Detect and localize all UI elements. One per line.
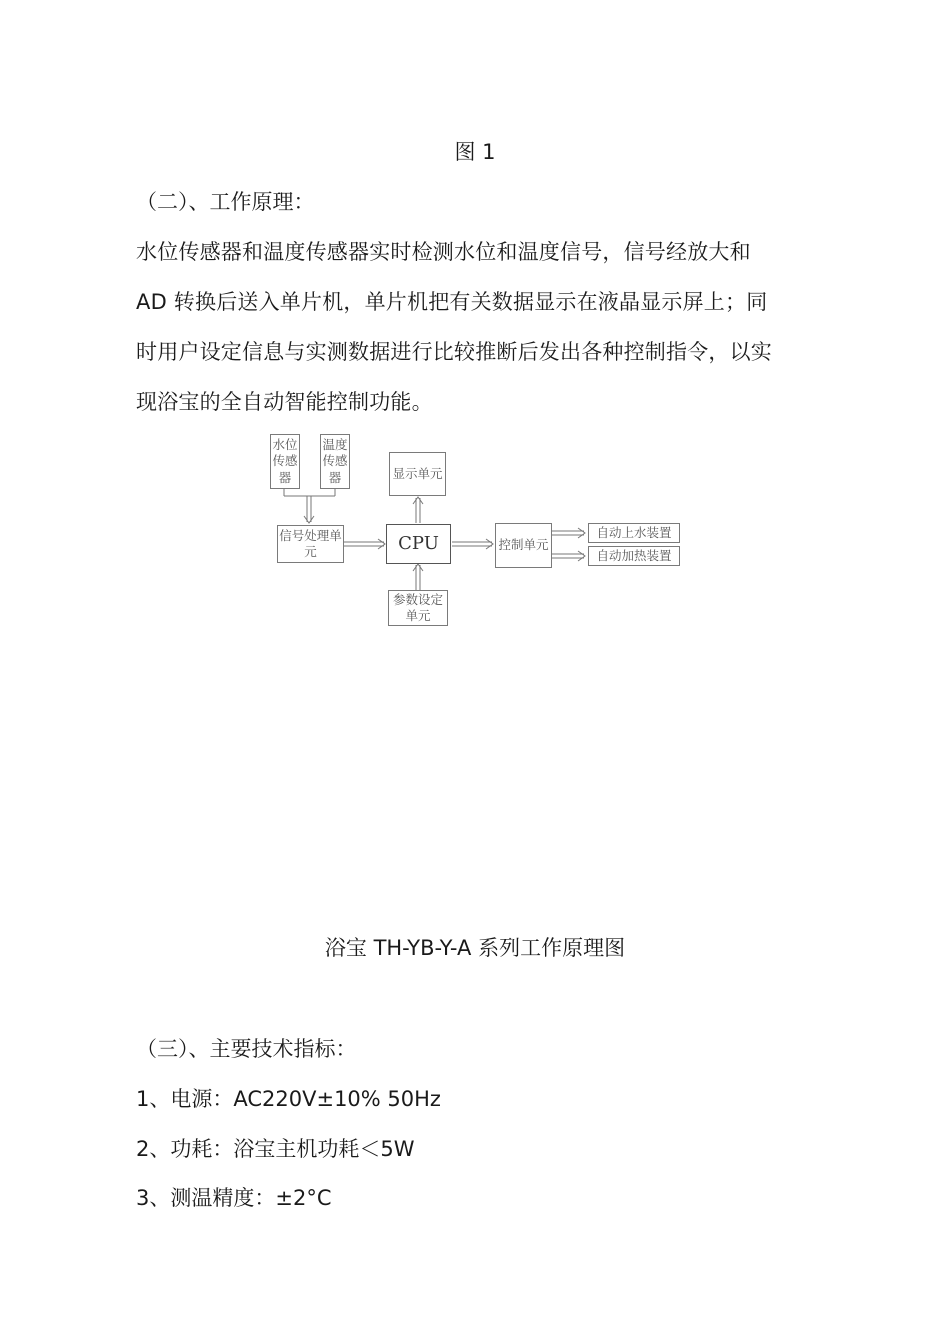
water-level-sensor-box: 水位传感器 — [270, 434, 300, 489]
paragraph-line: 现浴宝的全自动智能控制功能。 — [136, 390, 433, 414]
cpu-box: CPU — [386, 524, 451, 564]
paragraph-line: 水位传感器和温度传感器实时检测水位和温度信号，信号经放大和 — [136, 240, 751, 264]
figure-caption: 图 1 — [454, 140, 496, 164]
control-unit-box: 控制单元 — [495, 523, 552, 568]
spec-item: 2、功耗：浴宝主机功耗＜5W — [136, 1137, 415, 1161]
diagram-caption: 浴宝 TH-YB-Y-A 系列工作原理图 — [324, 936, 626, 960]
auto-heating-device-box: 自动加热装置 — [588, 546, 680, 566]
parameter-setting-unit-box: 参数设定单元 — [388, 590, 448, 626]
block-diagram — [265, 430, 685, 630]
spec-item: 1、电源：AC220V±10% 50Hz — [136, 1087, 441, 1111]
section-heading-principle: （二）、工作原理： — [136, 190, 315, 214]
auto-water-device-box: 自动上水装置 — [588, 523, 680, 543]
display-unit-box: 显示单元 — [389, 452, 446, 496]
paragraph-line: 时用户设定信息与实测数据进行比较推断后发出各种控制指令，以实 — [136, 340, 772, 364]
section-heading-specs: （三）、主要技术指标： — [136, 1037, 357, 1061]
paragraph-line: AD 转换后送入单片机，单片机把有关数据显示在液晶显示屏上；同 — [136, 290, 768, 314]
spec-item: 3、测温精度：±2°C — [136, 1186, 332, 1210]
signal-processing-unit-box: 信号处理单元 — [277, 525, 344, 563]
temperature-sensor-box: 温度传感器 — [320, 434, 350, 489]
